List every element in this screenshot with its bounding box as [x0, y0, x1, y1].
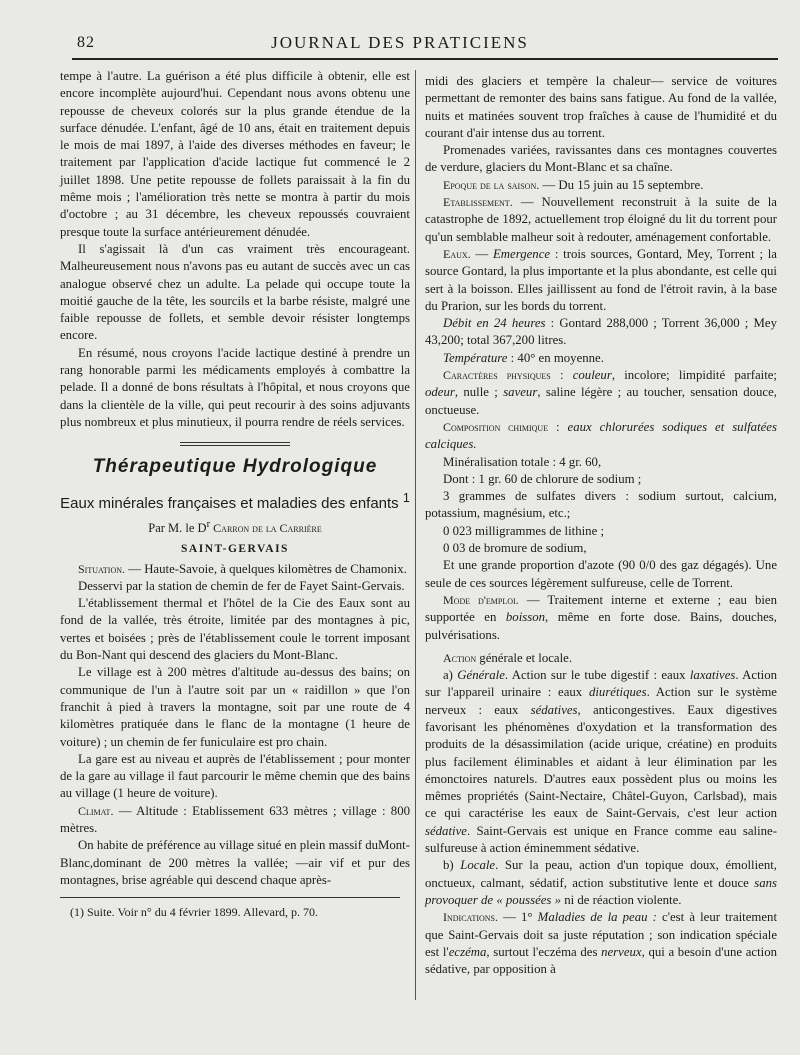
paragraph — [60, 803, 410, 838]
section-title: Thérapeutique Hydrologique — [92, 456, 378, 478]
byline — [60, 516, 410, 537]
paragraph — [425, 315, 777, 350]
paragraph — [425, 367, 777, 419]
paragraph — [425, 194, 777, 246]
paragraph: midi des glaciers et tempère la chaleur— service de voitures permettant de remonter des bains sans fatigue. Au fond de la vallée, nuits et matinées souvent trop fraîches à cause de l'humidité et du courant d'air intense dus au torrent. — [425, 74, 777, 140]
loc-text: ni de réaction violente. — [561, 892, 682, 907]
action-title: générale et locale. — [476, 650, 573, 665]
paragraph — [425, 177, 777, 194]
gen-label: Générale — [457, 668, 505, 683]
byline-sup: r — [206, 518, 211, 530]
carac-text: , nulle ; — [454, 385, 504, 400]
gen-text: . Action sur le système nerveux : eaux — [425, 685, 777, 717]
ind-italic: Maladies de la peau : — [537, 910, 657, 925]
compo-text: eaux chlorurées sodiques et sulfatées calciques. — [425, 419, 777, 452]
right-column — [425, 73, 777, 978]
author-name: Carron de la Carrière — [213, 520, 322, 535]
diuretiques-word: diurétiques — [588, 685, 647, 700]
separator-rule — [180, 442, 290, 446]
carac-sep: : — [550, 368, 573, 383]
compo-sep: : — [548, 419, 568, 434]
paragraph — [425, 419, 777, 454]
paragraph: Promenades variées, ravissantes dans ces montagnes couvertes de verdure, glaciers du Mont-Blanc et sa chaîne. — [425, 143, 777, 175]
carac-text: , incolore; limpidité parfaite; — [611, 368, 777, 383]
article-title-text: Eaux minérales françaises et maladies des enfants — [60, 494, 399, 512]
loc-label: Locale — [460, 858, 496, 873]
paragraph: L'établissement thermal et l'hôtel de la Cie des Eaux sont au fond de la vallée, très étroite, limitée par des montagnes à pic, vertes et boisées ; près de l'établissement coule le torrent imposant du Bon-Nant qui descend des glaciers du Mont-Blanc. — [60, 596, 410, 663]
header-rule — [72, 58, 778, 60]
paragraph: 3 grammes de sulfates divers : sodium surtout, calcium, potassium, magnésium, etc.; — [425, 489, 777, 521]
climat-label: Climat. — [78, 803, 114, 818]
debit-label: Débit en 24 heures — [443, 316, 546, 331]
paragraph: tempe à l'autre. La guérison a été plus difficile à obtenir, elle est encore incomplète aujourd'hui. Cependant nous avons obtenu une repousse de cheveux colorés sur la plus grande étendue de la surface dénudée. L'enfant, âgé de 10 ans, était en traitement depuis le mois de mai 1897, à l'aide des diverses méthodes en faveur; le traitement par l'application d'acide lactique fut commencé le 2 juillet 1898. Une petite repousse de follets paraissait à la fin du même mois ; l'amélioration très nette se montra à partir du mois d'octobre ; au 31 décembre, les cheveux repoussés couvraient presque toute la surface antérieurement dénudée. — [60, 69, 410, 239]
paragraph: 0 03 de bromure de sodium, — [443, 541, 587, 556]
paragraph: On habite de préférence au village situé en plein massif duMont-Blanc,dominant de 200 mètres la vallée; —air vif et pur des montagnes, brise agréable qui descend chaque après- — [60, 838, 410, 887]
eczema-word: eczéma — [448, 944, 487, 959]
paragraph — [425, 246, 777, 315]
nerveux-word: nerveux — [601, 944, 642, 959]
paragraph: Et une grande proportion d'azote (90 0/0 des gaz dégagés). Une seule de ces sources légèrement sulfureuse, celle de Torrent. — [425, 558, 777, 590]
gen-text: . Action sur l'appareil urinaire : eaux — [425, 668, 778, 700]
gen-text: . Saint-Gervais est unique en France comme eau saline-sulfureuse à action éminemment sédative. — [425, 823, 777, 856]
paragraph — [425, 857, 777, 909]
page-header — [0, 28, 800, 58]
byline-par: Par M. le D — [148, 520, 207, 535]
loc-italic: sans provoquer de « poussées » — [425, 875, 777, 907]
journal-title: JOURNAL DES PRATICIENS — [271, 33, 529, 52]
sedative-word: sédative — [425, 823, 467, 838]
page-number: 82 — [77, 34, 95, 51]
carac-text: , saline légère ; au toucher, sensation douce, onctueuse. — [425, 385, 777, 417]
gen-prefix: a) — [443, 668, 458, 683]
ind-text: , qui a besoin d'une action sédative, par opposition à — [425, 944, 777, 977]
eaux-dash: — — [470, 246, 493, 261]
paragraph — [425, 650, 777, 667]
epoque-label: Epoque de la saison. — [443, 177, 540, 192]
carac-label: Caractères physiques — [443, 368, 551, 383]
footnote-marker: 1 — [402, 490, 410, 505]
etab-text: — Nouvellement reconstruit à la suite de la catastrophe de 1892, actuellement trop éloigné du lit du torrent pour qu'un semblable malheur soit à redouter, aménagement confortable. — [425, 195, 777, 244]
paragraph: En résumé, nous croyons l'acide lactique destiné à prendre un rang honorable parmi les médicaments employés à combattre la pelade. Il a donné de bons résultats à l'hôpital, et nous croyons que dans la clientèle de la ville, qui peut recourir à des soins adjuvants plus nombreux et plus minutieux, il pourra rendre de réels services. — [60, 345, 410, 429]
ind-label: Indications. — [443, 910, 498, 925]
paragraph — [425, 909, 777, 978]
left-column — [60, 68, 410, 922]
saveur-label: saveur — [503, 385, 538, 400]
odeur-label: odeur — [425, 385, 455, 400]
paragraph: Desservi par la station de chemin de fer de Fayet Saint-Gervais. — [78, 578, 405, 593]
situation-text: — Haute-Savoie, à quelques kilomètres de Chamonix. — [125, 561, 407, 576]
paragraph — [60, 561, 410, 578]
paragraph: Minéralisation totale : 4 gr. 60, — [443, 454, 602, 469]
place-heading: SAINT-GERVAIS — [181, 543, 289, 556]
eaux-text: : trois sources, Gontard, Mey, Torrent ; la source Gontard, la plus importante et la plus abondante, est celle qui sert à la boisson. Elles jaillissent au fond de l'étroit ravin, à la base du Prarion, sur les bords du torrent. — [425, 246, 777, 313]
situation-label: Situation. — [78, 561, 125, 576]
action-label: Action — [443, 650, 477, 665]
mode-text: , même en forte dose. Bains, douches, pulvérisations. — [425, 610, 777, 642]
temp-text: : 40° en moyenne. — [507, 350, 604, 365]
article-title — [60, 490, 410, 512]
paragraph: Le village est à 200 mètres d'altitude au-dessus des bains; on communique de l'un à l'autre soit par un « raidillon » que l'on franchit à pied à travers la montagne, soit par une route de 4 kilomètres pratiquée dans le flanc de la montagne (1 heure de voiture) ; un chemin de fer funiculaire est pro chain. — [60, 665, 410, 749]
temp-label: Température — [443, 350, 508, 365]
footnote-rule — [60, 897, 400, 898]
sedatives-word: sédatives — [530, 702, 578, 717]
emergence-label: Emergence — [492, 246, 551, 261]
ind-text: c'est à leur traitement que Saint-Gervais doit sa juste réputation ; son indication spéciale est l' — [425, 910, 778, 959]
paragraph: Il s'agissait là d'un cas vraiment très encourageant. Malheureusement nous n'avons pas eu autant de succès avec un cas analogue observé chez un adulte. La pelade qui occupe toute la moitié gauche de la tête, les sourcils et la barbe résiste, malgré une faible repousse de follets, et semble devoir résister longtemps encore. — [60, 241, 410, 343]
climat-text: — Altitude : Etablissement 633 mètres ; village : 800 mètres. — [60, 803, 410, 836]
eaux-label: Eaux. — [443, 246, 471, 261]
compo-label: Composition chimique — [443, 419, 549, 434]
mode-label: Mode d'emploi. — [443, 592, 519, 607]
loc-text: . Sur la peau, action d'un topique doux, émollient, onctueux, calmant, sédatif, action substitutive lente et douce — [425, 858, 777, 890]
gen-text: . Action sur le tube digestif : eaux — [504, 668, 690, 683]
etab-label: Etablissement. — [443, 195, 513, 210]
paragraph — [425, 667, 777, 857]
ind-text: — 1° — [498, 910, 538, 925]
paragraph — [425, 350, 777, 367]
paragraph: 0 023 milligrammes de lithine ; — [443, 523, 605, 538]
mode-text: — Traitement interne et externe ; eau bien supportée en — [425, 592, 778, 625]
footnote: (1) Suite. Voir n° du 4 février 1899. Allevard, p. 70. — [70, 905, 318, 920]
epoque-text: — Du 15 juin au 15 septembre. — [539, 177, 704, 192]
debit-text: : Gontard 288,000 ; Torrent 36,000 ; Mey 43,200; total 367,200 litres. — [425, 316, 777, 348]
laxatives-word: laxatives — [689, 668, 736, 683]
column-divider — [415, 70, 416, 1000]
ind-text: , surtout l'eczéma des — [486, 944, 602, 959]
paragraph: Dont : 1 gr. 60 de chlorure de sodium ; — [443, 471, 642, 486]
gen-text: , anticongestives. Eaux digestives favorisant les phénomènes d'oxydation et la transformation des produits de la désassimilation (acide urique, créatine) en produits plus facilement éliminables et aidant à leur élimination par les émonctoires naturels. D'autres eaux possèdent plus ou moins les mêmes propriétés (Saint-Nectaire, Châtel-Guyon, Carlsbad), mais ce qui caractérise les eaux de Saint-Gervais, c'est leur action — [425, 702, 777, 821]
paragraph: La gare est au niveau et auprès de l'établissement ; pour monter de la gare au village il faut parcourir le même chemin que des bains au village (1 heure de voiture). — [60, 751, 410, 801]
loc-prefix: b) — [443, 858, 461, 873]
boisson-word: boisson — [505, 610, 545, 625]
couleur-label: couleur — [572, 368, 612, 383]
paragraph — [425, 592, 777, 644]
